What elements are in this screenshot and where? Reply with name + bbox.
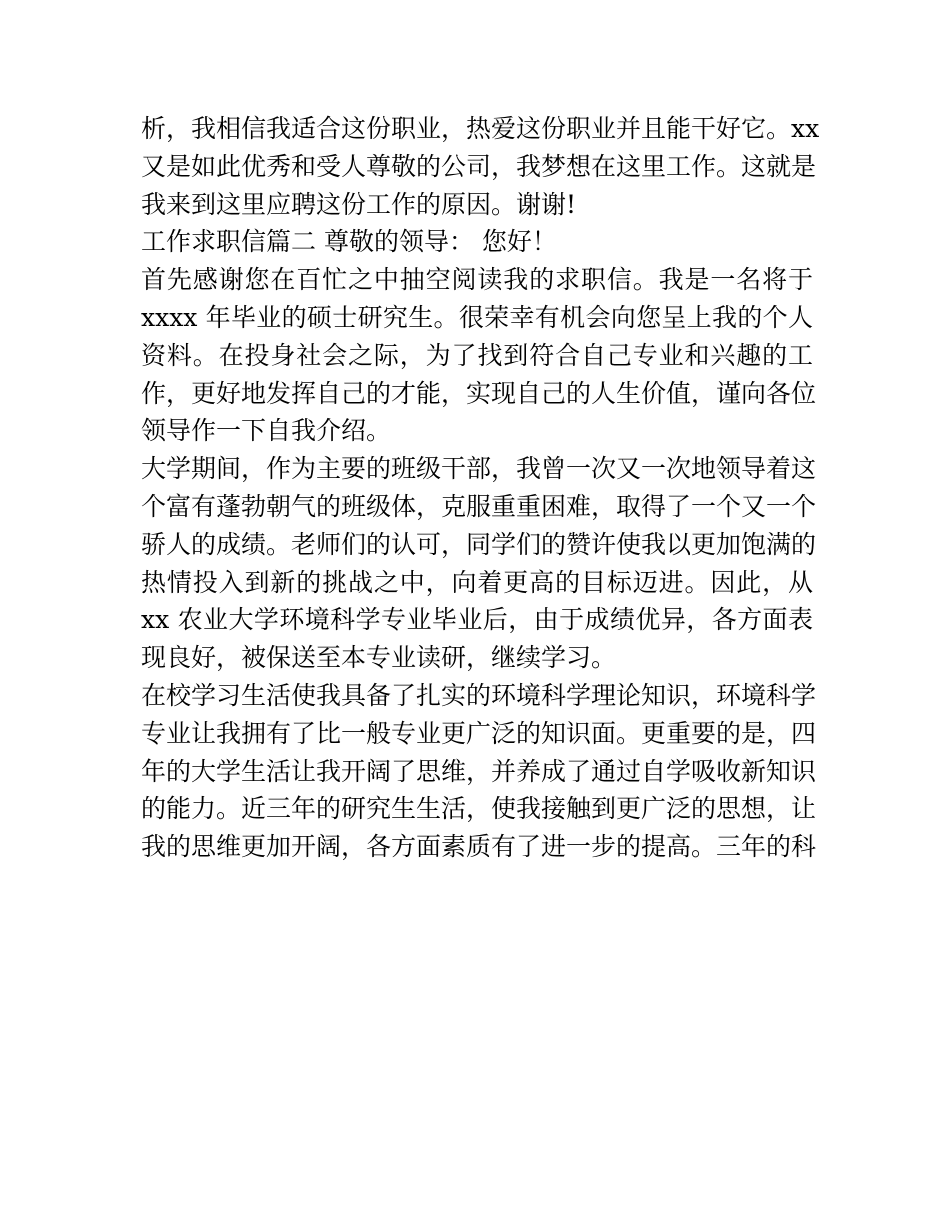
paragraph-heading (141, 223, 813, 261)
text-line: 在校学习生活使我具备了扎实的环境科学理论知识，环境科学 (141, 680, 817, 710)
text-line: xx 农业大学环境科学专业毕业后，由于成绩优异，各方面表 (141, 605, 813, 635)
text-line: 的能力。近三年的研究生生活，使我接触到更广泛的思想，让 (141, 794, 817, 824)
document-body (141, 110, 820, 866)
text-line: 析，我相信我适合这份职业，热爱这份职业并且能干好它。xx (141, 114, 820, 143)
text-line: 个富有蓬勃朝气的班级体，克服重重困难，取得了一个又一个 (141, 491, 817, 521)
text-line: 专业让我拥有了比一般专业更广泛的知识面。更重要的是，四 (141, 718, 817, 748)
text-line: 又是如此优秀和受人尊敬的公司，我梦想在这里工作。这就是 (141, 151, 817, 181)
paragraph (141, 450, 817, 677)
text-line: 工作求职信篇二 尊敬的领导： 您好！ (141, 227, 557, 257)
text-line: 领导作一下自我介绍。 (141, 416, 392, 446)
text-line: 热情投入到新的挑战之中，向着更高的目标迈进。因此，从 (141, 567, 813, 597)
text-line: 大学期间，作为主要的班级干部，我曾一次又一次地领导着这 (141, 454, 817, 484)
text-line: 我的思维更加开阔，各方面素质有了进一步的提高。三年的科 (141, 832, 817, 862)
text-line: 我来到这里应聘这份工作的原因。谢谢! (141, 189, 577, 219)
text-line: 骄人的成绩。老师们的认可，同学们的赞许使我以更加饱满的 (141, 529, 817, 559)
text-line: xxxx 年毕业的硕士研究生。很荣幸有机会向您呈上我的个人 (141, 302, 813, 332)
text-line: 现良好，被保送至本专业读研，继续学习。 (141, 643, 617, 673)
paragraph (141, 677, 817, 866)
text-line: 作，更好地发挥自己的才能，实现自己的人生价值，谨向各位 (141, 378, 817, 408)
paragraph (141, 110, 820, 223)
text-line: 资料。在投身社会之际，为了找到符合自己专业和兴趣的工 (141, 340, 813, 370)
text-line: 年的大学生活让我开阔了思维，并养成了通过自学吸收新知识 (141, 756, 817, 786)
text-line: 首先感谢您在百忙之中抽空阅读我的求职信。我是一名将于 (141, 265, 813, 295)
paragraph (141, 261, 817, 450)
